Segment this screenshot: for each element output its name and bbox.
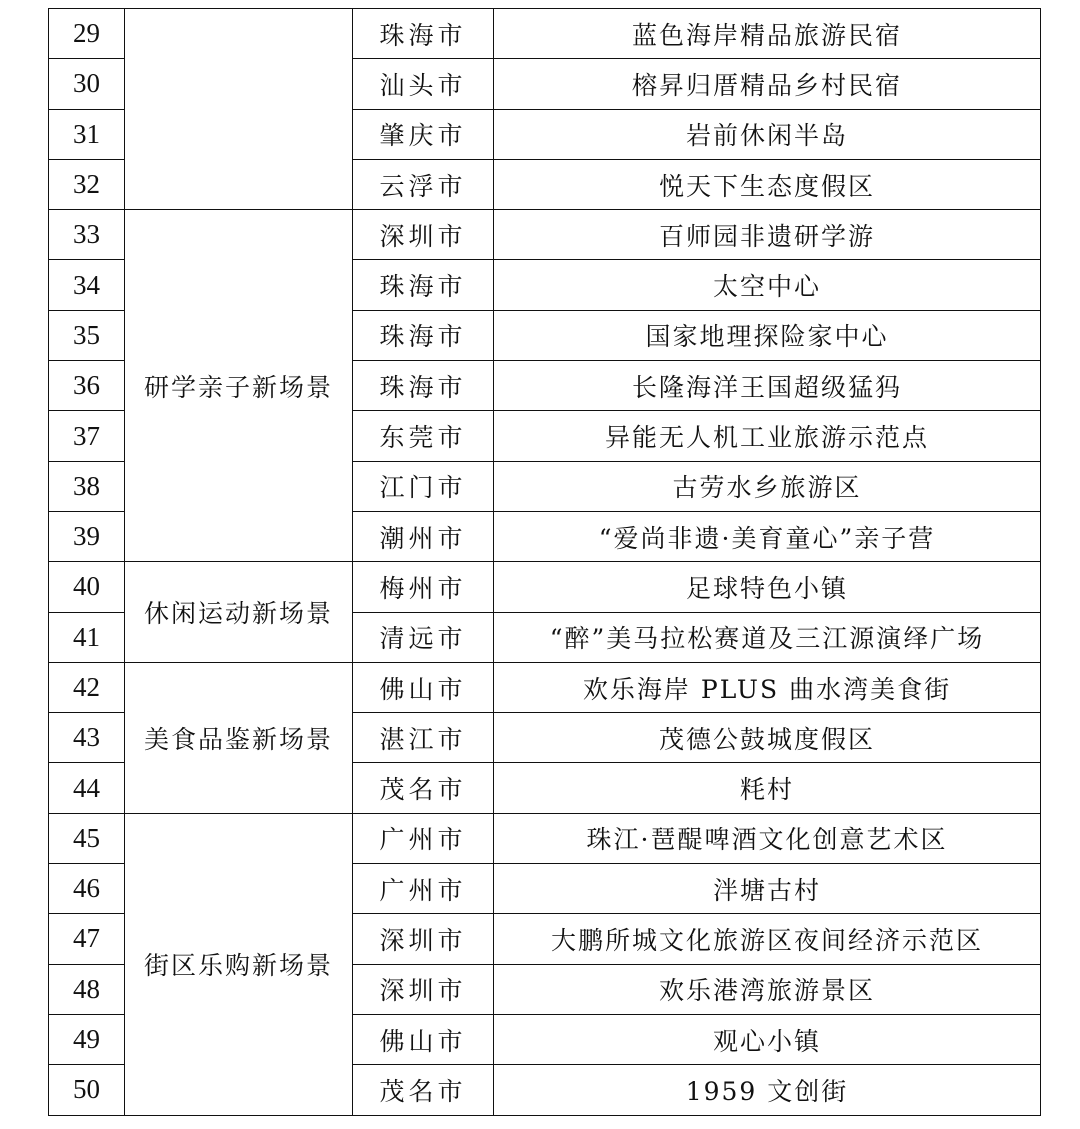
row-number: 31 bbox=[49, 109, 125, 159]
row-number: 36 bbox=[49, 361, 125, 411]
row-number: 41 bbox=[49, 612, 125, 662]
scene-name-cell: “醉”美马拉松赛道及三江源演绎广场 bbox=[494, 612, 1041, 662]
scene-name-cell: 悦天下生态度假区 bbox=[494, 159, 1041, 209]
scene-name-cell: 欢乐港湾旅游景区 bbox=[494, 964, 1041, 1014]
scene-name-cell: 茂德公鼓城度假区 bbox=[494, 713, 1041, 763]
category-cell-street-shopping: 街区乐购新场景 bbox=[125, 813, 353, 1115]
row-number: 34 bbox=[49, 260, 125, 310]
city-cell: 珠海市 bbox=[353, 361, 494, 411]
scene-list-table-page bbox=[48, 8, 1040, 1116]
row-number: 45 bbox=[49, 813, 125, 863]
row-number: 47 bbox=[49, 914, 125, 964]
row-number: 50 bbox=[49, 1065, 125, 1115]
scene-name-cell: 足球特色小镇 bbox=[494, 562, 1041, 612]
scene-name-cell: 1959 文创街 bbox=[494, 1065, 1041, 1115]
row-number: 44 bbox=[49, 763, 125, 813]
city-cell: 广州市 bbox=[353, 813, 494, 863]
table-row bbox=[49, 210, 1041, 260]
scene-name-cell: 榕昇归厝精品乡村民宿 bbox=[494, 59, 1041, 109]
scene-name-cell: 异能无人机工业旅游示范点 bbox=[494, 411, 1041, 461]
row-number: 40 bbox=[49, 562, 125, 612]
scene-name-cell: 长隆海洋王国超级猛犸 bbox=[494, 361, 1041, 411]
city-cell: 东莞市 bbox=[353, 411, 494, 461]
city-cell: 深圳市 bbox=[353, 914, 494, 964]
row-number: 48 bbox=[49, 964, 125, 1014]
city-cell: 肇庆市 bbox=[353, 109, 494, 159]
city-cell: 深圳市 bbox=[353, 964, 494, 1014]
category-cell-leisure-sports: 休闲运动新场景 bbox=[125, 562, 353, 663]
scene-name-cell: 岩前休闲半岛 bbox=[494, 109, 1041, 159]
city-cell: 佛山市 bbox=[353, 1014, 494, 1064]
city-cell: 潮州市 bbox=[353, 511, 494, 561]
scene-name-cell: 欢乐海岸 PLUS 曲水湾美食街 bbox=[494, 662, 1041, 712]
row-number: 29 bbox=[49, 9, 125, 59]
table-row bbox=[49, 813, 1041, 863]
city-cell: 茂名市 bbox=[353, 763, 494, 813]
city-cell: 深圳市 bbox=[353, 210, 494, 260]
city-cell: 汕头市 bbox=[353, 59, 494, 109]
category-cell-continued bbox=[125, 9, 353, 210]
row-number: 33 bbox=[49, 210, 125, 260]
city-cell: 珠海市 bbox=[353, 310, 494, 360]
scene-name-cell: 古劳水乡旅游区 bbox=[494, 461, 1041, 511]
row-number: 42 bbox=[49, 662, 125, 712]
row-number: 32 bbox=[49, 159, 125, 209]
category-cell-food-tasting: 美食品鉴新场景 bbox=[125, 662, 353, 813]
city-cell: 湛江市 bbox=[353, 713, 494, 763]
scene-name-cell: 太空中心 bbox=[494, 260, 1041, 310]
scene-name-cell: 粍村 bbox=[494, 763, 1041, 813]
category-cell-study-family: 研学亲子新场景 bbox=[125, 210, 353, 562]
scene-name-cell: 百师园非遗研学游 bbox=[494, 210, 1041, 260]
scene-name-cell: 蓝色海岸精品旅游民宿 bbox=[494, 9, 1041, 59]
table-row bbox=[49, 9, 1041, 59]
city-cell: 珠海市 bbox=[353, 260, 494, 310]
row-number: 38 bbox=[49, 461, 125, 511]
table-row bbox=[49, 562, 1041, 612]
city-cell: 佛山市 bbox=[353, 662, 494, 712]
row-number: 43 bbox=[49, 713, 125, 763]
scene-name-cell: 泮塘古村 bbox=[494, 864, 1041, 914]
city-cell: 云浮市 bbox=[353, 159, 494, 209]
city-cell: 珠海市 bbox=[353, 9, 494, 59]
row-number: 46 bbox=[49, 864, 125, 914]
row-number: 35 bbox=[49, 310, 125, 360]
city-cell: 广州市 bbox=[353, 864, 494, 914]
scene-name-cell: 观心小镇 bbox=[494, 1014, 1041, 1064]
city-cell: 江门市 bbox=[353, 461, 494, 511]
scene-name-cell: 大鹏所城文化旅游区夜间经济示范区 bbox=[494, 914, 1041, 964]
scene-name-cell: 国家地理探险家中心 bbox=[494, 310, 1041, 360]
table-row bbox=[49, 662, 1041, 712]
scene-list-table bbox=[48, 8, 1041, 1116]
city-cell: 清远市 bbox=[353, 612, 494, 662]
scene-name-cell: 珠江·琶醍啤酒文化创意艺术区 bbox=[494, 813, 1041, 863]
row-number: 30 bbox=[49, 59, 125, 109]
row-number: 37 bbox=[49, 411, 125, 461]
scene-name-cell: “爱尚非遗·美育童心”亲子营 bbox=[494, 511, 1041, 561]
row-number: 49 bbox=[49, 1014, 125, 1064]
city-cell: 梅州市 bbox=[353, 562, 494, 612]
row-number: 39 bbox=[49, 511, 125, 561]
city-cell: 茂名市 bbox=[353, 1065, 494, 1115]
